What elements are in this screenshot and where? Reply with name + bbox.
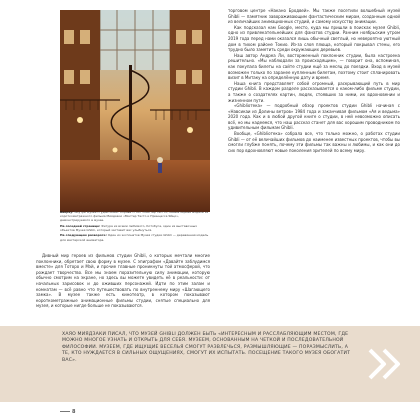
paragraph: Дивный мир героев из фильмов студии Ghibli, о которых мечтали многие поклонники, обретает свою форму в музее. С эпиграфом «Давайте заблудимся вместе» для Тоторо и Мэй, и прочие главные проникнуты той атмосферой, что рождает творчество. Все мы знаем поразительную силу анимации, которую обычно смотрим на экране, но здесь вы можете увидеть её в реальности: от начальных зарисовок и до оживших персонажей. Идти по этим залам и комнатам — всё равно что путешествовать по внутреннему миру «Шагающего замка». В музее также есть кинотеатр, в котором показывают короткометражные анимационные фильмы студии, снятые специально для музея, и которые нигде больше не показываются. — [36, 253, 210, 309]
paragraph: Наш автор Андреа Ли, восторженный поклонник студии, была настроена решительно. «Мы наблюдали за происходящим», — говорит она, вспоминая, как покупала билеты на сайте студии ещё за месяц до поездки. Вход в музей возможен только по заранее купленным билетам, поэтому стоит спланировать визит в Митаку на определённую дату и время. — [228, 52, 400, 81]
page-number: 8 — [60, 409, 75, 415]
double-chevron-icon — [364, 344, 404, 384]
left-column-text — [36, 253, 210, 309]
paragraph: Вообще, «Ghibliотека» собрала все, что только можно, о работах студии Ghibli — от её величайших фильмов до наименее известных проектов, чтобы вы смогли глубже понять, почему эти фильмы так важны и любимы, и как они до сих пор вдохновляют новые поколения зрителей по всему миру. — [228, 131, 400, 153]
pull-quote-text: ХАЯО МИЯДЗАКИ ПИСАЛ, ЧТО МУЗЕЙ GHIBLI ДОЛЖЕН БЫТЬ «ИНТЕРЕСНЫМ И РАССЛАБЛЯЮЩИМ МЕСТОМ, ГДЕ МОЖНО МНОГОЕ УЗНАТЬ И ОТКРЫТЬ ДЛЯ СЕБЯ. МУЗЕЕМ, ОСНОВАННЫМ НА ЧЕТКОЙ И ПОСЛЕДОВАТЕЛЬНОЙ ФИЛОСОФИИ. МУЗЕЕМ, ГДЕ ИЩУЩИЕ ВЕСЕЛЬЯ СМОГУТ РАЗВЛЕЧЬСЯ, РАЗМЫШЛЯЮЩИЕ — ПОРАЗМЫСЛИТЬ, А ТЕ, КТО НУЖДАЕТСЯ В СИЛЬНЫХ ОЩУЩЕНИЯХ, СМОГУТ ИХ ИСПЫТАТЬ. ПОСЕЩЕНИЕ ТАКОГО МУЗЕЯ ОБОГАТИТ ВАС». — [62, 332, 351, 363]
caption-opposite-page: На соседней странице: Фигура из всеми любимого, Котобуса, один из выставочных объектов Музея Ghibli, который заставит вас улыбнуться. — [60, 223, 198, 232]
museum-interior-photo — [60, 10, 210, 212]
paragraph: Наша книга представляет собой огромный, раскрывающий путь в мир студии Ghibli. В каждом разделе рассказывается о каком-либо фильме студии, а также о создателях картин, людях, стоявших за ними, их вдохновении и жизненном пути. — [228, 80, 400, 103]
paragraph: Как подсказал нам Google, место, куда мы пришли в поисках музея Ghibli, одно из привлекательнейших для фанатов студии. Ранним ноябрьским утром 2019 года перед нами оказался лишь обычный светлый, но невероятно уютный дом в тихом районе Токио. Из-за слоя плюща, который покрывал стены, его трудно было заметить среди окружающих деревьев. — [228, 24, 400, 53]
museum-interior-illustration — [60, 10, 210, 212]
page-number-rule — [60, 411, 70, 412]
paragraph: торговом центре «Накано Бродвей». Мы также посетили волшебный музей Ghibli — памятник завораживающим фантастическим мирам, созданным одной из величайших анимационных студий, и самому искусству анимации. — [228, 8, 400, 25]
right-column-text — [228, 8, 400, 153]
caption-next-spread: На следующем развороте: Один из экспонатов Музея студии Ghibli — деревянная модель для мастерской аниматора. — [60, 233, 209, 242]
paragraph: «Ghibliотека» — подробный обзор проектов студии Ghibli начиная с «Навсикаи из Долины ветров» 1984 года и заканчивая фильмом «Ая и ведьма» 2020 года. Как и в любой другой книге о студии, в ней невозможно описать всё, но мы надеемся, что наш рассказ станет для вас хорошим проводником по удивительным фильмам Ghibli. — [228, 103, 400, 131]
caption-top: Вверху: Внутри Музея студии Ghibli. Справа стоит «Мистер Тесто», миниатюрная модель из короткометражного фильма Миядзаки «Мистер Тесто и Принцесса Яйцо», демонстрируемого в музее. — [60, 210, 209, 223]
photo-captions — [60, 210, 210, 243]
